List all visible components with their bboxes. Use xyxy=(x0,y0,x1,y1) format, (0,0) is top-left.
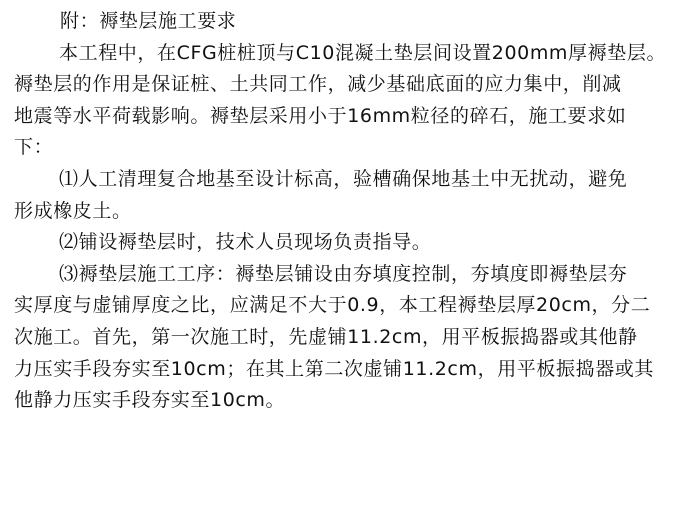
paragraph-line: 下： xyxy=(14,136,54,159)
paragraph-line: 他静力压实手段夯实至10cm。 xyxy=(14,389,286,412)
paragraph-item-1 xyxy=(14,164,670,227)
paragraph-line: 实厚度与虚铺厚度之比，应满足不大于0.9，本工程褥垫层厚20cm，分二 xyxy=(14,294,651,317)
document-page xyxy=(14,6,670,417)
document-heading: 附：褥垫层施工要求 xyxy=(60,10,237,32)
paragraph-line: 地震等水平荷载影响。褥垫层采用小于16mm粒径的碎石，施工要求如 xyxy=(14,104,627,127)
paragraph-item-3 xyxy=(14,259,670,417)
paragraph-intro xyxy=(14,38,670,164)
paragraph-line: 褥垫层的作用是保证桩、土共同工作，减少基础底面的应力集中，削减 xyxy=(14,73,622,96)
paragraph-item-2 xyxy=(14,227,670,259)
paragraph-line: 次施工。首先，第一次施工时，先虚铺11.2cm，用平板振捣器或其他静 xyxy=(14,325,638,348)
paragraph-line: 力压实手段夯实至10cm；在其上第二次虚铺11.2cm，用平板振捣器或其 xyxy=(14,357,654,380)
paragraph-line: 形成橡皮土。 xyxy=(14,199,132,222)
paragraph-line: ⑶褥垫层施工工序：褥垫层铺设由夯填度控制，夯填度即褥垫层夯 xyxy=(59,262,628,285)
paragraph-line: 本工程中，在CFG桩桩顶与C10混凝土垫层间设置200mm厚褥垫层。 xyxy=(59,41,667,64)
paragraph-line: ⑴人工清理复合地基至设计标高，验槽确保地基土中无扰动，避免 xyxy=(59,167,628,190)
paragraph-line: ⑵铺设褥垫层时，技术人员现场负责指导。 xyxy=(59,231,432,254)
